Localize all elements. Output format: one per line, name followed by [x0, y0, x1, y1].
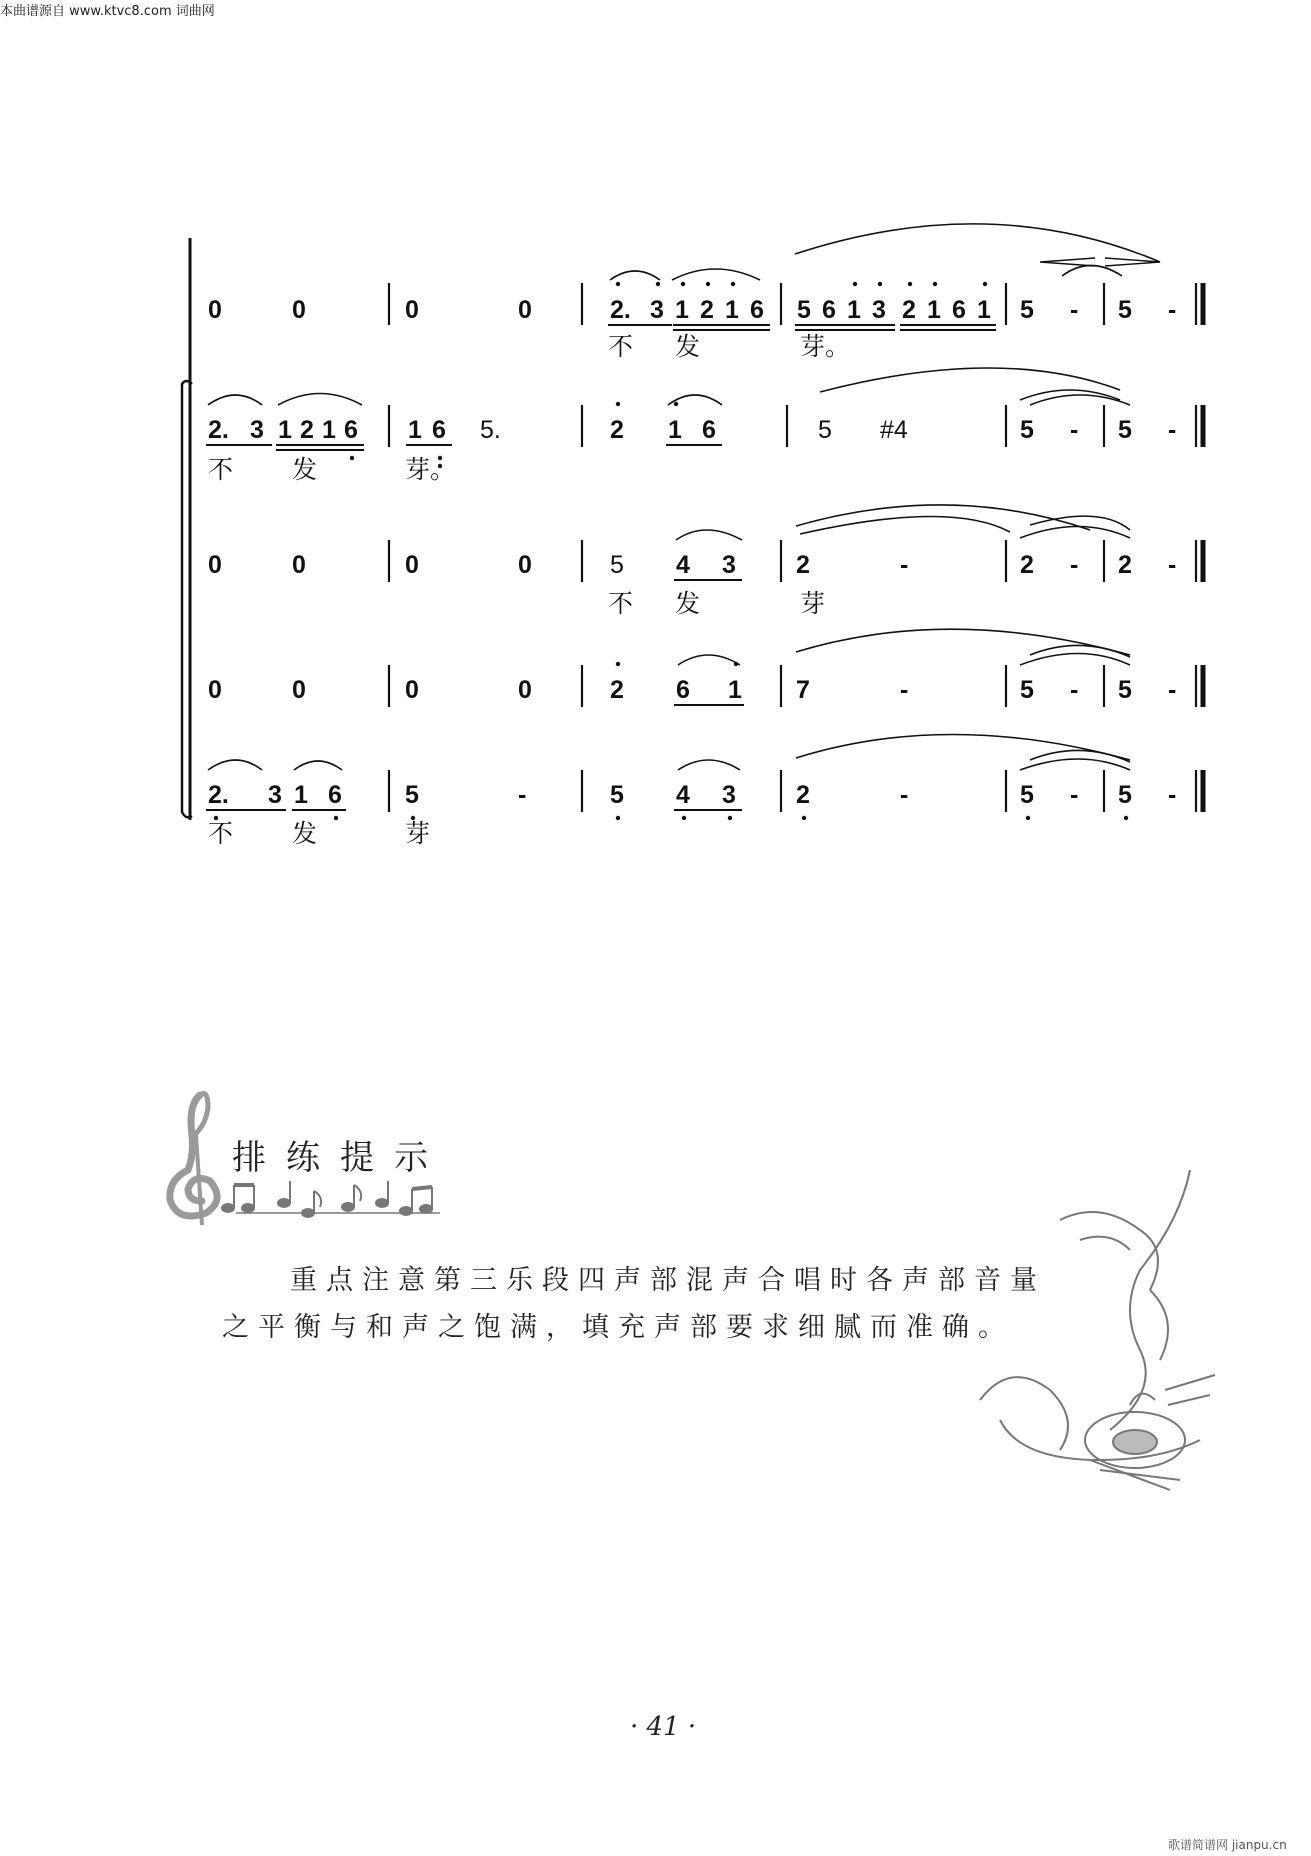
rehearsal-title: 排练提示	[232, 1138, 448, 1178]
note: 0	[208, 551, 222, 579]
note: 0	[292, 296, 306, 324]
note: 1	[668, 416, 682, 444]
voice-1	[208, 224, 1176, 361]
note: -	[518, 781, 527, 809]
note: 5	[1118, 416, 1132, 444]
note: 4	[676, 781, 690, 809]
note: 5.	[480, 416, 501, 444]
source-header: 本曲谱源自 www.ktvc8.com 词曲网	[0, 4, 215, 19]
note: 2.	[208, 416, 229, 444]
note: 5	[1020, 781, 1034, 809]
note: 3	[650, 296, 664, 324]
note: 1	[278, 416, 292, 444]
voice-4	[208, 629, 1176, 705]
note: 6	[344, 416, 358, 444]
voice-2	[206, 368, 1176, 484]
note: -	[1168, 781, 1177, 809]
lyric: 不	[208, 819, 234, 848]
rehearsal-paragraph-line-2: 之平衡与和声之饱满，填充声部要求细腻而准确。	[222, 1312, 1014, 1343]
note: 2	[1118, 551, 1132, 579]
note: 3	[268, 781, 282, 809]
note: -	[900, 551, 909, 579]
note: 0	[405, 551, 419, 579]
note: 5	[797, 296, 811, 324]
music-notes-icon	[222, 1181, 440, 1217]
lyric: 发	[675, 332, 701, 361]
lyric: 不	[608, 589, 634, 618]
note: 0	[518, 296, 532, 324]
note: 2	[610, 676, 624, 704]
note: 6	[952, 296, 966, 324]
note: -	[1070, 416, 1079, 444]
note: 5	[1118, 676, 1132, 704]
lyric: 发	[675, 589, 701, 618]
lyric: 芽	[800, 589, 826, 618]
note: 7	[796, 676, 810, 704]
note: 6	[702, 416, 716, 444]
note: 1	[977, 296, 991, 324]
note: 1	[847, 296, 861, 324]
note: 0	[518, 551, 532, 579]
note: -	[1070, 676, 1079, 704]
note: -	[1168, 416, 1177, 444]
note: -	[1070, 781, 1079, 809]
note: 2.	[610, 296, 631, 324]
note: 2	[902, 296, 916, 324]
voice-3	[208, 505, 1176, 618]
voice-5	[206, 734, 1176, 848]
note: 3	[722, 781, 736, 809]
lyric: 不	[208, 455, 234, 484]
note: 4	[676, 551, 690, 579]
note: 0	[292, 676, 306, 704]
note: 5	[610, 551, 624, 579]
note: 0	[405, 296, 419, 324]
lyric: 芽。	[800, 332, 851, 361]
note: 1	[408, 416, 422, 444]
page-number: · 41 ·	[630, 1712, 697, 1742]
note: 2	[1020, 551, 1034, 579]
note: 5	[610, 781, 624, 809]
note: 6	[822, 296, 836, 324]
note: -	[1168, 296, 1177, 324]
note: 3	[722, 551, 736, 579]
note: 0	[292, 551, 306, 579]
note: 2	[796, 781, 810, 809]
note: 5	[818, 416, 832, 444]
note: 1	[322, 416, 336, 444]
note: 6	[676, 676, 690, 704]
note: -	[900, 676, 909, 704]
note: 5	[1020, 416, 1034, 444]
note: -	[1168, 676, 1177, 704]
lyric: 不	[608, 332, 634, 361]
note: -	[1070, 551, 1079, 579]
note: 6	[432, 416, 446, 444]
note: 1	[294, 781, 308, 809]
barlines	[389, 283, 1196, 812]
instruments-illustration	[940, 1160, 1240, 1500]
note: 1	[728, 676, 742, 704]
note: 5	[1020, 296, 1034, 324]
note: 2	[610, 416, 624, 444]
note: 3	[250, 416, 264, 444]
note: 5	[1020, 676, 1034, 704]
note: 6	[750, 296, 764, 324]
lyric: 芽。	[405, 455, 456, 484]
note: -	[1070, 296, 1079, 324]
note: 2	[300, 416, 314, 444]
lyric: 发	[292, 819, 318, 848]
note: 3	[872, 296, 886, 324]
note: 5	[1118, 296, 1132, 324]
watermark-text: 歌谱简谱网 jianpu.cn	[1168, 1838, 1287, 1852]
note: -	[900, 781, 909, 809]
note: 6	[328, 781, 342, 809]
note: 1	[675, 296, 689, 324]
note: 2	[700, 296, 714, 324]
note: 0	[518, 676, 532, 704]
note: 0	[208, 676, 222, 704]
note: 0	[405, 676, 419, 704]
lyric: 发	[292, 455, 318, 484]
lyric: 芽	[405, 819, 431, 848]
note: 1	[927, 296, 941, 324]
note: -	[1168, 551, 1177, 579]
note: 2.	[208, 781, 229, 809]
note: #4	[880, 416, 908, 444]
treble-clef-icon	[170, 1094, 217, 1226]
note: 5	[1118, 781, 1132, 809]
note: 0	[208, 296, 222, 324]
note: 5	[405, 781, 419, 809]
score-system	[0, 0, 1311, 900]
rehearsal-paragraph-line-1: 重点注意第三乐段四声部混声合唱时各声部音量	[290, 1265, 1046, 1296]
note: 1	[725, 296, 739, 324]
note: 2	[796, 551, 810, 579]
